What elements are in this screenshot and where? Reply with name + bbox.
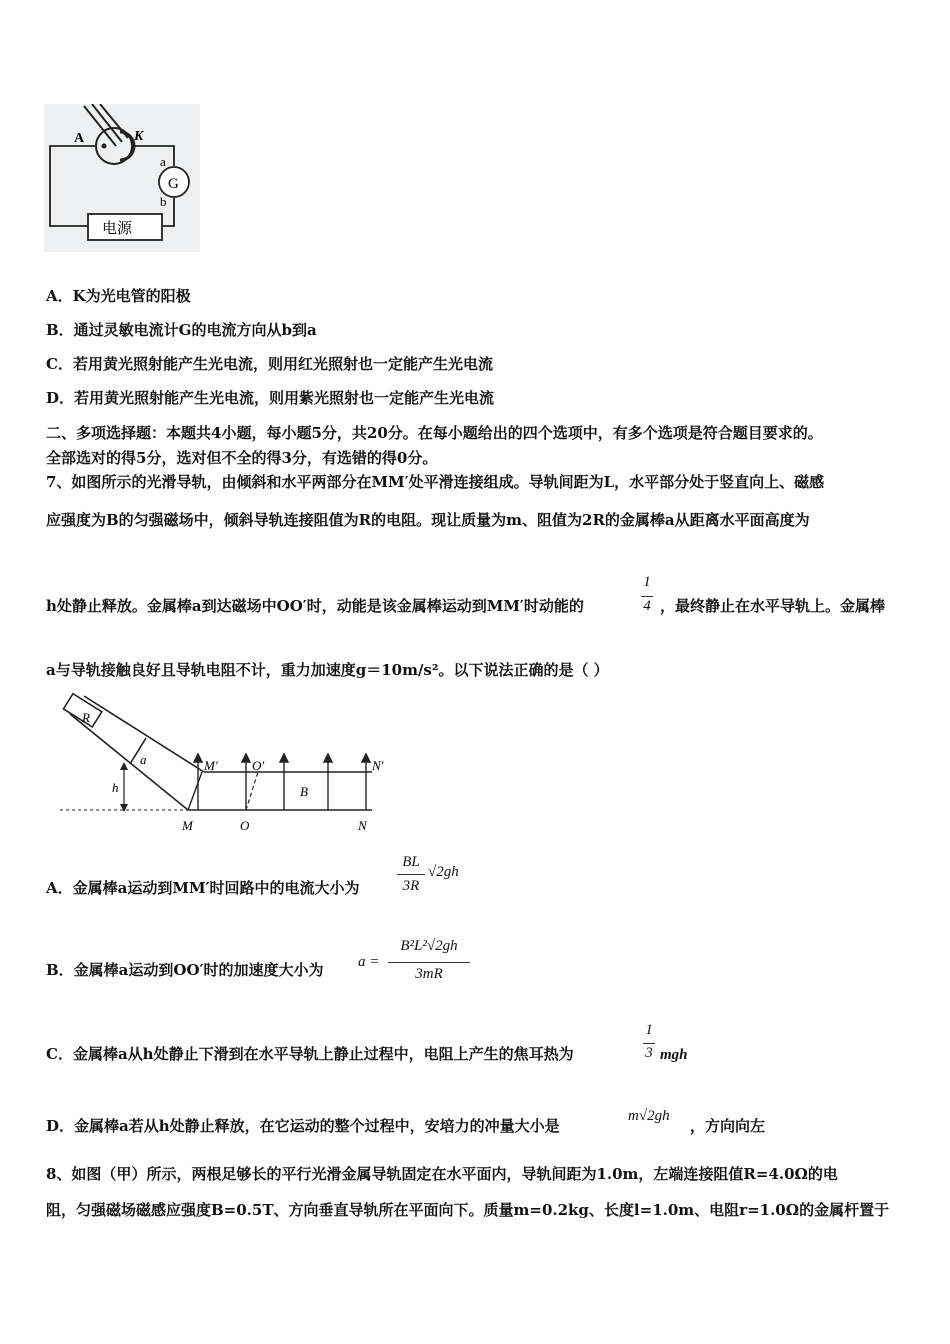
section2-heading-line2: 全部选对的得5分，选对但不全的得3分，有选错的得0分。 xyxy=(46,449,438,467)
label-M-prime: M′ xyxy=(204,758,218,773)
q7-option-c-fraction-bar xyxy=(643,1043,655,1044)
label-K: K xyxy=(134,129,144,144)
label-O-prime: O′ xyxy=(252,758,265,773)
q6-option-d: D．若用黄光照射能产生光电流，则用紫光照射也一定能产生光电流 xyxy=(46,389,495,407)
q7-option-a-numerator: BL xyxy=(402,854,420,870)
label-A: A xyxy=(74,131,85,146)
q7-stem-line3a: h处静止释放。金属棒a到达磁场中OO′时，动能是该金属棒运动到MM′时动能的 xyxy=(46,597,584,615)
q7-option-b-denominator: 3mR xyxy=(415,966,443,982)
q7-fraction-bar xyxy=(641,596,653,597)
q7-option-a-fraction-bar xyxy=(397,874,425,875)
label-O: O xyxy=(240,818,250,833)
q7-option-c-denominator: 3 xyxy=(645,1045,653,1061)
q7-stem-line1: 7、如图所示的光滑导轨，由倾斜和水平两部分在MM′处平滑连接组成。导轨间距为L，水平部分处于竖直向上、磁感 xyxy=(46,473,825,491)
photoelectric-circuit-svg xyxy=(44,104,200,252)
q6-option-b: B．通过灵敏电流计G的电流方向从b到a xyxy=(46,321,317,339)
q7-stem-line2: 应强度为B的匀强磁场中，倾斜导轨连接阻值为R的电阻。现让质量为m、阻值为2R的金属棒a从距离水平面高度为 xyxy=(46,511,810,529)
photoelectric-circuit-figure xyxy=(44,104,200,252)
q8-stem-line2: 阻，匀强磁场磁感应强度B=0.5T、方向垂直导轨所在平面向下。质量m=0.2kg、长度l=1.0m、电阻r=1.0Ω的金属杆置于 xyxy=(46,1201,890,1219)
label-b: b xyxy=(160,194,167,209)
q7-option-a-denominator: 3R xyxy=(402,878,420,894)
q7-stem-line4: a与导轨接触良好且导轨电阻不计，重力加速度g＝10m/s²。以下说法正确的是（ ） xyxy=(46,661,609,679)
q7-option-d-tail: ，方向向左 xyxy=(690,1117,766,1135)
section2-heading-line1: 二、多项选择题：本题共4小题，每小题5分，共20分。在每小题给出的四个选项中，有多个选项是符合题目要求的。 xyxy=(46,424,823,442)
inclined-rail-svg xyxy=(54,692,414,838)
q7-option-b: B．金属棒a运动到OO′时的加速度大小为 xyxy=(46,961,324,979)
label-h: h xyxy=(112,780,119,795)
q7-option-a: A．金属棒a运动到MM′时回路中的电流大小为 xyxy=(46,879,360,897)
label-N-prime: N′ xyxy=(372,758,384,773)
q7-option-d: D．金属棒a若从h处静止释放，在它运动的整个过程中，安培力的冲量大小是 xyxy=(46,1117,560,1135)
q8-stem-line1: 8、如图（甲）所示，两根足够长的平行光滑金属导轨固定在水平面内，导轨间距为1.0m，左端连接阻值R=4.0Ω的电 xyxy=(46,1165,838,1183)
q7-option-d-expr: m√2gh xyxy=(628,1108,670,1124)
label-a: a xyxy=(160,154,166,169)
q7-stem-line3b: ，最终静止在水平导轨上。金属棒 xyxy=(660,597,886,615)
q7-option-c-numerator: 1 xyxy=(645,1022,653,1038)
label-N: N xyxy=(358,818,367,833)
q7-option-a-root: √2gh xyxy=(428,864,459,880)
q6-option-c: C．若用黄光照射能产生光电流，则用红光照射也一定能产生光电流 xyxy=(46,355,493,373)
q7-option-c-tail: mgh xyxy=(660,1047,688,1063)
label-G: G xyxy=(168,176,179,192)
label-M: M xyxy=(182,818,193,833)
magnetic-field-arrows xyxy=(194,754,370,810)
q7-option-c: C．金属棒a从h处静止下滑到在水平导轨上静止过程中，电阻上产生的焦耳热为 xyxy=(46,1045,574,1063)
q7-option-b-fraction-bar xyxy=(388,962,470,963)
q7-fraction-denominator: 4 xyxy=(643,598,651,614)
label-R: R xyxy=(82,710,90,725)
inclined-rail-figure xyxy=(54,692,414,838)
q7-option-b-lhs: a = xyxy=(358,954,380,970)
power-supply-label: 电源 xyxy=(102,221,133,237)
q6-option-a: A．K为光电管的阳极 xyxy=(46,287,191,305)
q7-option-b-numerator: B²L²√2gh xyxy=(400,938,458,954)
label-B: B xyxy=(300,784,308,799)
q7-fraction-numerator: 1 xyxy=(643,574,651,590)
label-a: a xyxy=(140,752,147,767)
